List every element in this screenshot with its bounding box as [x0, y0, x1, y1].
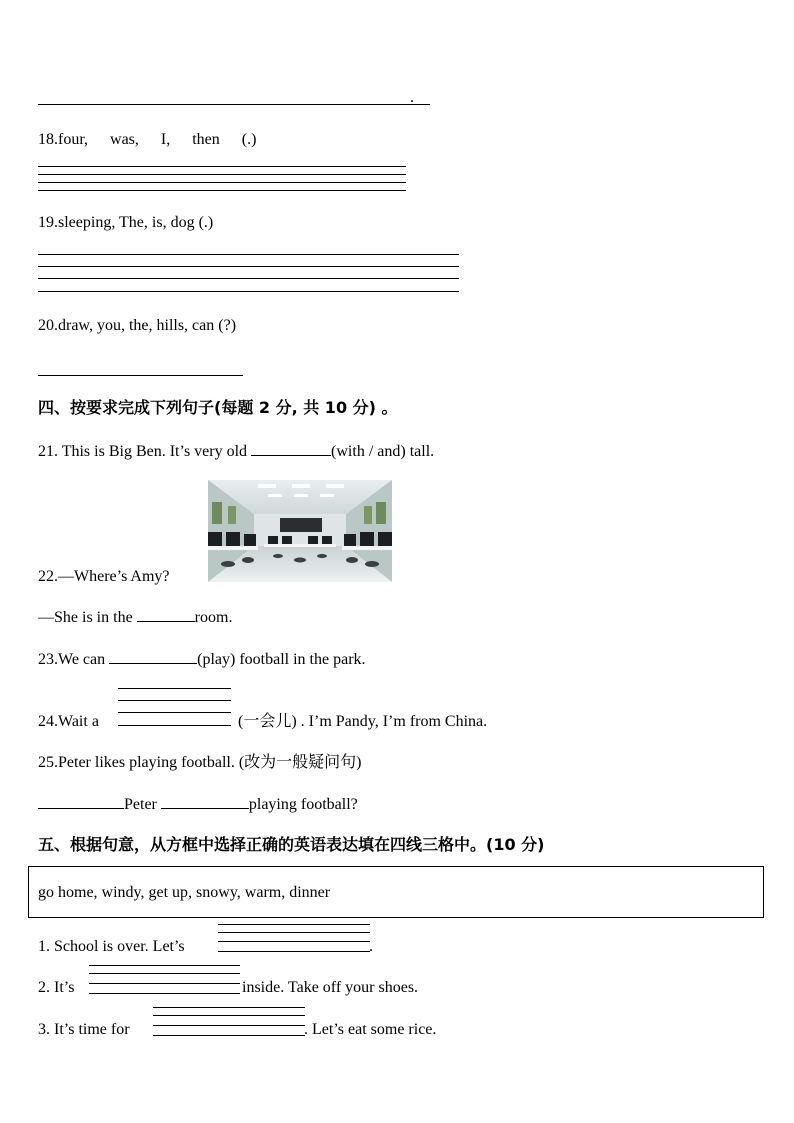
- q25-prompt: [38, 753, 362, 773]
- q18-word-1: four,: [58, 131, 89, 148]
- q24-text-a: Wait a: [58, 713, 99, 730]
- q25-answer-text-a: Peter: [124, 796, 161, 813]
- q20-text: draw, you, the, hills, can (?): [58, 317, 237, 334]
- q19-prompt: [38, 213, 213, 233]
- item-3-text-b: . Let’s eat some rice.: [304, 1021, 437, 1038]
- q25-answer-text-b: playing football?: [248, 796, 358, 813]
- q21-prompt: [38, 441, 434, 462]
- q22-answer-text-a: —She is in the: [38, 609, 137, 626]
- q22-question: [38, 567, 170, 587]
- q21-blank[interactable]: [251, 441, 331, 456]
- q18-number: 18.: [38, 131, 58, 148]
- q18-word-3: I,: [160, 131, 171, 148]
- q23-blank[interactable]: [109, 649, 197, 664]
- q18-word-2: was,: [110, 131, 139, 148]
- q20-prompt: [38, 316, 236, 336]
- section-4-heading: 四、按要求完成下列句子(每题 2 分, 共 10 分) 。: [38, 398, 398, 417]
- q22-blank[interactable]: [137, 607, 195, 622]
- item-2-text-b: inside. Take off your shoes.: [242, 979, 419, 996]
- item-1-text-b: .: [369, 938, 373, 955]
- word-bank-text: go home, windy, get up, snowy, warm, dinner: [38, 884, 331, 901]
- q22-answer: [38, 607, 232, 628]
- q17-end-period: .: [410, 89, 414, 106]
- q25-number: 25.: [38, 754, 58, 771]
- q24-text-b: (一会儿) . I’m Pandy, I’m from China.: [238, 713, 488, 730]
- q17-answer-line[interactable]: [38, 104, 430, 105]
- q21-number: 21: [38, 443, 54, 460]
- q24-number: 24.: [38, 713, 58, 730]
- section-5-heading: 五、根据句意，从方框中选择正确的英语表达填在四线三格中。(10 分): [38, 835, 545, 854]
- q25-blank-1[interactable]: [38, 794, 124, 809]
- q25-text: Peter likes playing football. (改为一般疑问句): [58, 754, 362, 771]
- q25-answer: [38, 794, 358, 815]
- q23-number: 23.: [38, 651, 58, 668]
- q19-number: 19.: [38, 214, 58, 231]
- q21-text-a: . This is Big Ben. It’s very old: [54, 443, 252, 460]
- item-2-text-a: 2. It’s: [38, 979, 75, 996]
- q19-text: sleeping, The, is, dog (.): [58, 214, 214, 231]
- q18-word-5: (.): [241, 131, 257, 148]
- q20-answer-line[interactable]: [38, 375, 243, 376]
- q24-prompt-a: [38, 712, 99, 732]
- q22-number: 22.: [38, 568, 58, 585]
- q25-blank-2[interactable]: [161, 794, 249, 809]
- q20-number: 20.: [38, 317, 58, 334]
- q18-prompt: [38, 130, 256, 150]
- q23-prompt: [38, 649, 366, 670]
- q23-text-a: We can: [58, 651, 110, 668]
- item-1-text-a: 1. School is over. Let’s: [38, 938, 185, 955]
- q22-answer-text-b: room.: [194, 609, 233, 626]
- q21-text-b: (with / and) tall.: [331, 443, 435, 460]
- computer-room-photo: [208, 480, 392, 582]
- q18-word-4: then: [192, 131, 220, 148]
- item-3-text-a: 3. It’s time for: [38, 1021, 130, 1038]
- q23-text-b: (play) football in the park.: [197, 651, 366, 668]
- q22-question-text: —Where’s Amy?: [58, 568, 170, 585]
